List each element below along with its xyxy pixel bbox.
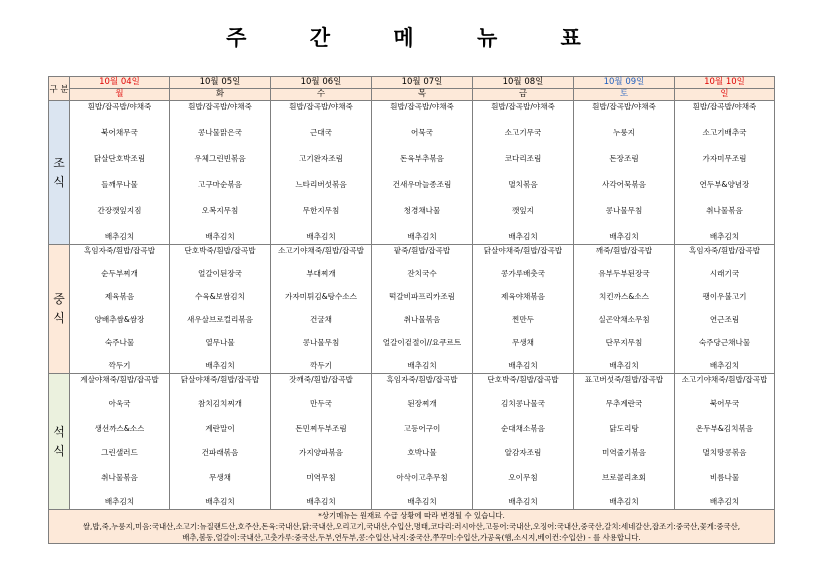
meal-row-dinner [49,374,775,510]
menu-cell [271,101,372,245]
page-title: 주 간 메 뉴 표 [226,26,609,50]
menu-item: 취나물볶음 [101,472,138,482]
menu-item: 배추김치 [609,232,639,241]
menu-cell [675,245,775,374]
header-date: 10월 10일 [675,77,775,89]
menu-item: 돈장조림 [609,154,639,163]
meal-label-lunch [49,245,70,374]
menu-item: 닭살야채죽/흰밥/잡곡밥 [483,246,563,255]
menu-item: 배추김치 [205,496,235,506]
menu-item: 소고기야채죽/흰밥/잡곡밥 [681,375,768,384]
menu-item: 콩가루배춧국 [500,269,545,278]
menu-item: 배추김치 [609,361,639,370]
menu-item-list [574,245,674,373]
menu-item: 청경채나물 [403,206,441,215]
menu-item: 치킨까스&소스 [599,292,649,301]
menu-item-list [675,101,774,244]
menu-item: 닭살야채죽/흰밥/잡곡밥 [180,375,260,384]
menu-item: 흰밥/잡곡밥/야채죽 [390,102,454,111]
weekly-menu-table [48,76,775,544]
note-disclaimer: *상기메뉴는 원재료 수급 상황에 따라 변경될 수 있습니다. [318,511,505,520]
menu-item: 팽이우불고기 [702,292,747,301]
menu-item: 배추김치 [205,232,235,241]
menu-item: 가지양파볶음 [298,448,343,458]
menu-item: 들깨무나물 [101,180,138,189]
menu-item: 열무나물 [205,338,235,347]
meal-label-char: 석 [53,424,65,439]
menu-item: 느타리버섯볶음 [295,180,347,189]
menu-item-list [271,245,371,373]
menu-item: 깨죽/흰밥/잡곡밥 [595,246,653,255]
menu-item: 아욱국 [108,399,131,409]
menu-cell [170,245,271,374]
menu-item: 흰밥/잡곡밥/야채죽 [87,102,152,111]
menu-item: 무생채 [208,472,231,482]
menu-item-list [170,101,270,244]
menu-item: 제육야채볶음 [500,292,545,301]
menu-item: 배추김치 [407,232,437,241]
menu-item-list [372,374,472,509]
menu-cell [675,374,775,510]
menu-item-list [271,374,371,509]
menu-cell [372,245,473,374]
menu-item: 닭살단호박조림 [93,154,146,163]
menu-item: 시래기국 [709,269,740,278]
menu-item: 콩나물무침 [605,206,643,215]
meal-label-char: 조 [53,155,65,170]
menu-item: 배추김치 [104,496,135,506]
menu-item: 북어채무국 [101,128,138,137]
origin-note [49,510,775,544]
meal-label-char: 식 [53,174,65,189]
menu-item: 배추김치 [609,496,639,506]
menu-cell [473,245,574,374]
menu-item: 건파래볶음 [201,448,239,458]
menu-item: 깻잎지 [511,206,534,215]
menu-item: 소고기무국 [504,128,542,137]
menu-item: 사각어묵볶음 [601,180,646,189]
menu-item: 흑임자죽/흰밥/잡곡밥 [688,246,761,255]
menu-item: 비름나물 [709,472,740,482]
menu-cell [372,374,473,510]
menu-item: 배추김치 [205,361,235,370]
menu-item-list [675,245,774,373]
menu-item: 소고기배추국 [702,128,747,137]
header-day: 일 [675,89,775,101]
meal-label-char: 식 [53,443,65,458]
menu-item: 잣깨죽/흰밥/잡곡밥 [289,375,353,384]
meal-label-char: 중 [53,292,65,306]
header-day-row [49,89,775,101]
menu-item: 연두부&양념장 [699,180,750,189]
menu-item: 흰밥/잡곡밥/야채죽 [188,102,252,111]
menu-item: 근대국 [309,128,332,137]
menu-item: 단호박죽/흰밥/잡곡밥 [487,375,559,384]
menu-item: 우체그린빈볶음 [194,154,246,163]
menu-item: 얼갈이겉절이//요쿠르트 [382,338,462,347]
menu-item-list [170,374,270,509]
menu-item: 양배추쌈&쌈장 [94,315,145,324]
menu-item: 건굴채 [309,315,332,324]
header-date: 10월 09일 [574,77,675,89]
menu-item: 배추김치 [306,232,336,241]
header-day: 목 [372,89,473,101]
header-day: 화 [170,89,271,101]
menu-item: 돈육부추볶음 [399,154,444,163]
header-date: 10월 04일 [70,77,170,89]
menu-item-list [574,101,674,244]
note-origin-line-1: 쌀,밥,죽,누룽지,미음:국내산,소고기:뉴질랜드산,호주산,돈육:국내산,닭:국내산,오리고기,국내산,수입산,명태,코다리:러시아산,고등어:국내산,오징어:국내산,중국산,갈치:세네갈산,잡조기:중국산,꽃게:중국산, [82,522,741,531]
menu-item: 유부두부된장국 [598,269,650,278]
menu-item: 배추김치 [407,496,437,506]
menu-item: 배추김치 [306,496,336,506]
menu-cell [70,101,170,245]
menu-item-list [473,245,573,373]
menu-item: 순두부찌개 [101,269,138,278]
menu-item: 배추김치 [709,496,740,506]
menu-item: 누룽지 [612,128,635,137]
menu-item: 가자미튀김&탕수소스 [285,292,357,301]
menu-item-list [271,101,371,244]
menu-item-list [170,245,270,373]
menu-cell [574,374,675,510]
header-day: 수 [271,89,372,101]
menu-item: 흰밥/잡곡밥/야채죽 [289,102,353,111]
menu-item: 생선까스&소스 [94,423,145,433]
note-row [49,510,775,544]
menu-cell [473,101,574,245]
menu-item: 김치콩나물국 [500,399,545,409]
menu-item: 순대채소볶음 [500,423,545,433]
menu-item: 오복지무침 [201,206,239,215]
menu-item: 제육볶음 [104,292,135,301]
menu-item-list [70,374,169,509]
menu-item-list [473,101,573,244]
gubun-label: 구 분 [49,77,70,101]
meal-row-breakfast [49,101,775,245]
menu-item-list [574,374,674,509]
note-origin-line-2: 배추,봄동,얼갈이:국내산,고춧가루:중국산,두부,연두부,콩:수입산,낙지:중국산,쭈꾸미:수입산,가공육(햄,소시지,베이컨:수입산) - 를 사용합니다. [182,533,641,542]
menu-item: 깍두기 [309,361,332,370]
menu-cell [372,101,473,245]
menu-item: 배추김치 [508,361,538,370]
menu-item: 취나물볶음 [706,206,743,215]
menu-item: 단호박죽/흰밥/잡곡밥 [184,246,256,255]
menu-item: 무추계란국 [605,399,643,409]
header-date: 10월 05일 [170,77,271,89]
menu-item: 브로콜리초회 [601,472,646,482]
menu-item: 고기완자조림 [298,154,343,163]
menu-item-list [372,245,472,373]
menu-item: 콩나물맑은국 [197,128,242,137]
menu-item: 간장깻잎지짐 [97,206,142,215]
menu-item: 미역무침 [306,472,336,482]
menu-item: 건새우마늘종조림 [392,180,452,189]
menu-item: 가자미무조림 [702,154,747,163]
header-day: 금 [473,89,574,101]
menu-item: 배추김치 [104,232,135,241]
menu-item: 배추김치 [508,496,538,506]
menu-item: 수육&보쌈김치 [195,292,245,301]
menu-cell [70,374,170,510]
menu-item-list [675,374,774,509]
menu-cell [170,101,271,245]
menu-item: 배추김치 [709,232,740,241]
menu-cell [70,245,170,374]
menu-item: 단무지무침 [605,338,643,347]
menu-item: 오이무침 [508,472,538,482]
menu-item: 코다리조림 [504,154,542,163]
menu-item: 계란말이 [205,423,235,433]
menu-item: 무생채 [511,338,534,347]
menu-item: 고구마순볶음 [197,180,242,189]
menu-cell [170,374,271,510]
menu-item: 콩나물무침 [302,338,340,347]
menu-item: 찐만두 [511,315,534,324]
menu-item-list [473,374,573,509]
menu-item: 숙주나물 [104,338,135,347]
menu-item: 배추김치 [709,361,740,370]
menu-item: 표고버섯죽/흰밥/잡곡밥 [584,375,664,384]
header-date: 10월 06일 [271,77,372,89]
menu-item: 배추김치 [407,361,437,370]
menu-item: 돈민찌두부조림 [295,423,347,433]
menu-cell [574,101,675,245]
menu-item: 흑임자죽/흰밥/잡곡밥 [83,246,156,255]
menu-item: 흰밥/잡곡밥/야채죽 [592,102,656,111]
header-day: 토 [574,89,675,101]
menu-item: 무한지무침 [302,206,340,215]
menu-item: 배추김치 [508,232,538,241]
menu-item: 팥죽/흰밥/잡곡밥 [393,246,451,255]
header-day: 월 [70,89,170,101]
menu-item: 알감자조림 [504,448,542,458]
menu-item: 부대찌개 [306,269,336,278]
menu-item: 얼갈이된장국 [197,269,242,278]
menu-item: 떡갈비파프리카조림 [388,292,456,301]
menu-item-list [70,245,169,373]
menu-item: 아삭이고추무침 [396,472,448,482]
menu-item: 흰밥/잡곡밥/야채죽 [692,102,757,111]
menu-item: 실곤약채소무침 [598,315,650,324]
menu-item: 호박나물 [407,448,437,458]
menu-item: 계살야채죽/흰밥/잡곡밥 [80,375,159,384]
menu-item: 잔치국수 [407,269,437,278]
menu-item: 고등어구이 [403,423,441,433]
menu-item: 만두국 [309,399,332,409]
menu-item: 흑임자죽/흰밥/잡곡밥 [386,375,458,384]
menu-item: 멸치볶음 [508,180,538,189]
menu-item: 된장찌개 [407,399,437,409]
meal-label-dinner [49,374,70,510]
menu-item: 온두부&김치볶음 [695,423,754,433]
menu-item: 멸치땅콩볶음 [702,448,747,458]
menu-item: 어묵국 [410,128,433,137]
menu-cell [574,245,675,374]
menu-item: 깍두기 [108,361,131,370]
menu-item: 흰밥/잡곡밥/야채죽 [491,102,555,111]
menu-item: 미역줄기볶음 [601,448,646,458]
menu-item-list [70,101,169,244]
meal-label-breakfast [49,101,70,245]
menu-item: 참치김치찌개 [197,399,242,409]
meal-row-lunch [49,245,775,374]
menu-cell [473,374,574,510]
header-date: 10월 08일 [473,77,574,89]
menu-item: 연근조림 [709,315,740,324]
menu-item: 북어무국 [709,399,740,409]
menu-item: 숙주당근채나물 [698,338,751,347]
header-date-row [49,77,775,89]
menu-item-list [372,101,472,244]
menu-cell [271,245,372,374]
menu-item: 취나물볶음 [403,315,441,324]
menu-item: 소고기야채죽/흰밥/잡곡밥 [278,246,364,255]
meal-label-char: 식 [53,311,65,325]
header-date: 10월 07일 [372,77,473,89]
menu-cell [271,374,372,510]
menu-item: 그린샐러드 [101,448,138,458]
menu-cell [675,101,775,245]
menu-item: 닭도리탕 [609,423,639,433]
menu-item: 새우살브로컬리볶음 [186,315,254,324]
